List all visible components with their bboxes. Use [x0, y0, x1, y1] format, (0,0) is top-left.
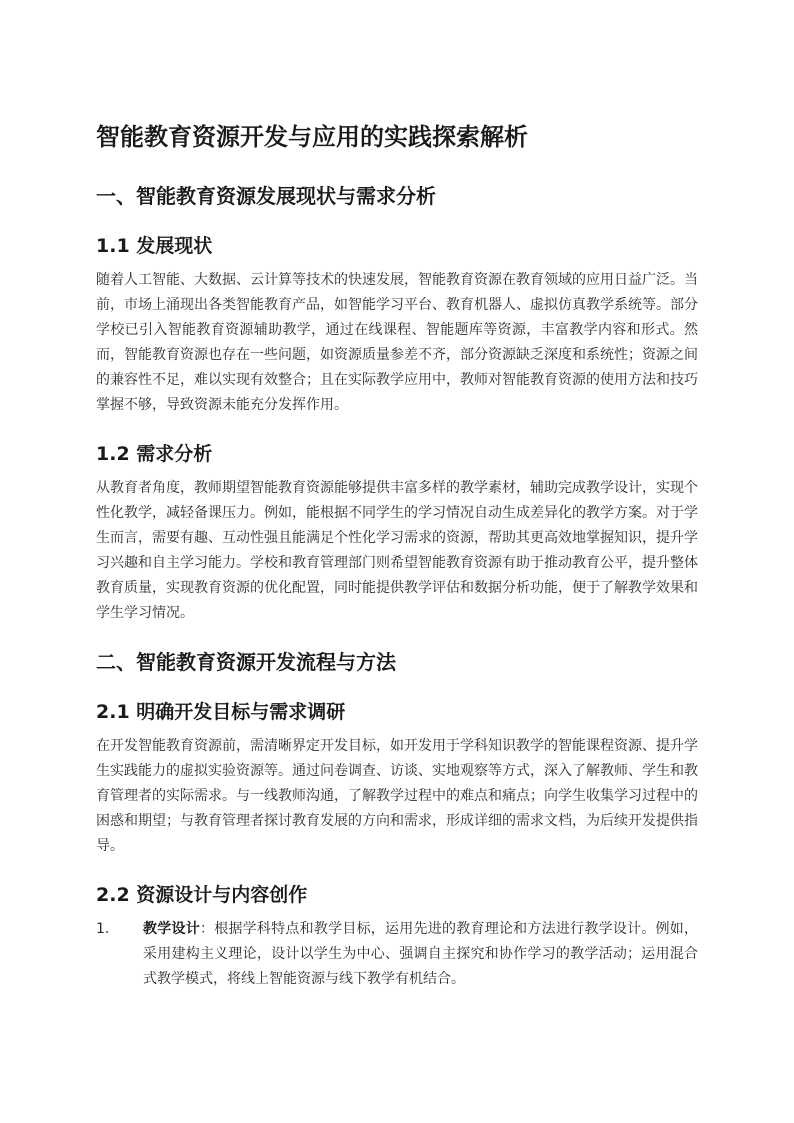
list-item	[96, 917, 698, 992]
paragraph-development-status: 随着人工智能、大数据、云计算等技术的快速发展，智能教育资源在教育领域的应用日益广泛。当前，市场上涌现出各类智能教育产品，如智能学习平台、教育机器人、虚拟仿真教学系统等。部分学校已引入智能教育资源辅助教学，通过在线课程、智能题库等资源，丰富教学内容和形式。然而，智能教育资源也存在一些问题，如资源质量参差不齐，部分资源缺乏深度和系统性；资源之间的兼容性不足，难以实现有效整合；且在实际教学应用中，教师对智能教育资源的使用方法和技巧掌握不够，导致资源未能充分发挥作用。	[96, 272, 698, 413]
subsection-heading-1-1: 1.1 发展现状	[96, 235, 213, 257]
list-item-separator: ：	[199, 921, 215, 937]
document-title: 智能教育资源开发与应用的实践探索解析	[96, 123, 528, 151]
paragraph-needs-analysis: 从教育者角度，教师期望智能教育资源能够提供丰富多样的教学素材，辅助完成教学设计，实现个性化教学，减轻备课压力。例如，能根据不同学生的学习情况自动生成差异化的教学方案。对于学生而言，需要有趣、互动性强且能满足个性化学习需求的资源，帮助其更高效地掌握知识，提升学习兴趣和自主学习能力。学校和教育管理部门则希望智能教育资源有助于推动教育公平，提升整体教育质量，实现教育资源的优化配置，同时能提供教学评估和数据分析功能，便于了解教学效果和学生学习情况。	[96, 480, 698, 621]
list-item-text: 根据学科特点和教学目标，运用先进的教育理论和方法进行教学设计。例如，采用建构主义理论，设计以学生为中心、强调自主探究和协作学习的教学活动；运用混合式教学模式，将线上智能资源与线下教学有机结合。	[143, 921, 699, 987]
list-item-label: 教学设计	[143, 921, 200, 937]
list-item-number: 1.	[96, 921, 110, 937]
subsection-heading-2-2: 2.2 资源设计与内容创作	[96, 884, 308, 906]
paragraph-goals-and-research: 在开发智能教育资源前，需清晰界定开发目标，如开发用于学科知识教学的智能课程资源、提升学生实践能力的虚拟实验资源等。通过问卷调查、访谈、实地观察等方式，深入了解教师、学生和教育管理者的实际需求。与一线教师沟通，了解教学过程中的难点和痛点；向学生收集学习过程中的困惑和期望；与教育管理者探讨教育发展的方向和需求，形成详细的需求文档，为后续开发提供指导。	[96, 738, 698, 854]
list-item-body	[143, 917, 698, 992]
subsection-heading-1-2: 1.2 需求分析	[96, 443, 213, 465]
section-heading-1: 一、智能教育资源发展现状与需求分析	[96, 184, 436, 208]
numbered-list	[96, 917, 698, 992]
section-heading-2: 二、智能教育资源开发流程与方法	[96, 650, 396, 674]
subsection-heading-2-1: 2.1 明确开发目标与需求调研	[96, 701, 346, 723]
